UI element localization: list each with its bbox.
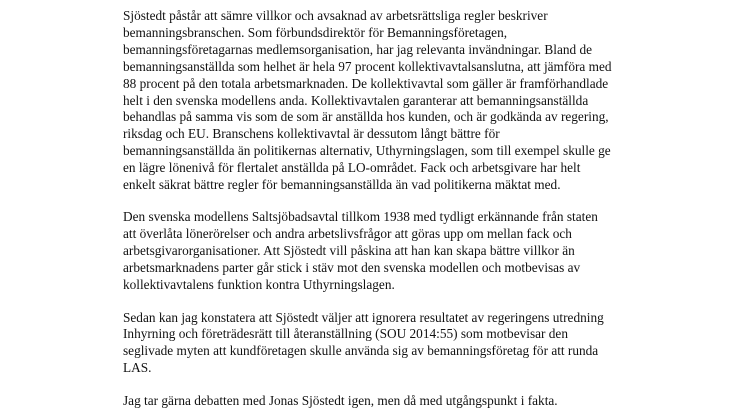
paragraph-staffing-industry: Sjöstedt påstår att sämre villkor och avsaknad av arbetsrättsliga regler beskriver bemanningsbranschen. Som förbundsdirektör för Bemanningsföretagen, bemanningsföretagarnas medlemsorganisation, har jag relevanta invändningar. Bland de bemanningsanställda som helhet är hela 97 procent kollektivavtalsanslutna, att jämföra med 88 procent på den totala arbetsmarknaden. De kollektivavtal som gäller är framförhandlade helt i den svenska modellens anda. Kollektivavtalen garanterar att bemanningsanställda behandlas på samma vis som de som är anställda hos kunden, och är godkända av regering, riksdag och EU. Branschens kollektivavtal är dessutom långt bättre för bemanningsanställda än politikernas alternativ, Uthyrningslagen, som till exempel skulle ge en lägre lönenivå för flertalet anställda på LO-området. Fack och arbetsgivare har helt enkelt säkrat bättre regler för bemanningsanställda än vad politikerna mäktat med.	[123, 8, 612, 193]
paragraph-swedish-model: Den svenska modellens Saltsjöbadsavtal tillkom 1938 med tydligt erkännande från staten att överlåta lönerörelser och andra arbetslivsfrågor att göras upp om mellan fack och arbetsgivarorganisationer. Att Sjöstedt vill påskina att han kan skapa bättre villkor än arbetsmarknadens parter går stick i stäv mot den svenska modellen och motbevisas av kollektivavtalens funktion kontra Uthyrningslagen.	[123, 209, 598, 293]
paragraph-closing: Jag tar gärna debatten med Jonas Sjöstedt igen, men då med utgångspunkt i fakta.	[123, 392, 558, 408]
document-body	[123, 8, 613, 410]
paragraph-government-inquiry: Sedan kan jag konstatera att Sjöstedt väljer att ignorera resultatet av regeringens utredning Inhyrning och företrädesrätt till återanställning (SOU 2014:55) som motbevisar den seglivade myten att kundföretagen skulle använda sig av bemanningsföretag för att runda LAS.	[123, 309, 604, 376]
